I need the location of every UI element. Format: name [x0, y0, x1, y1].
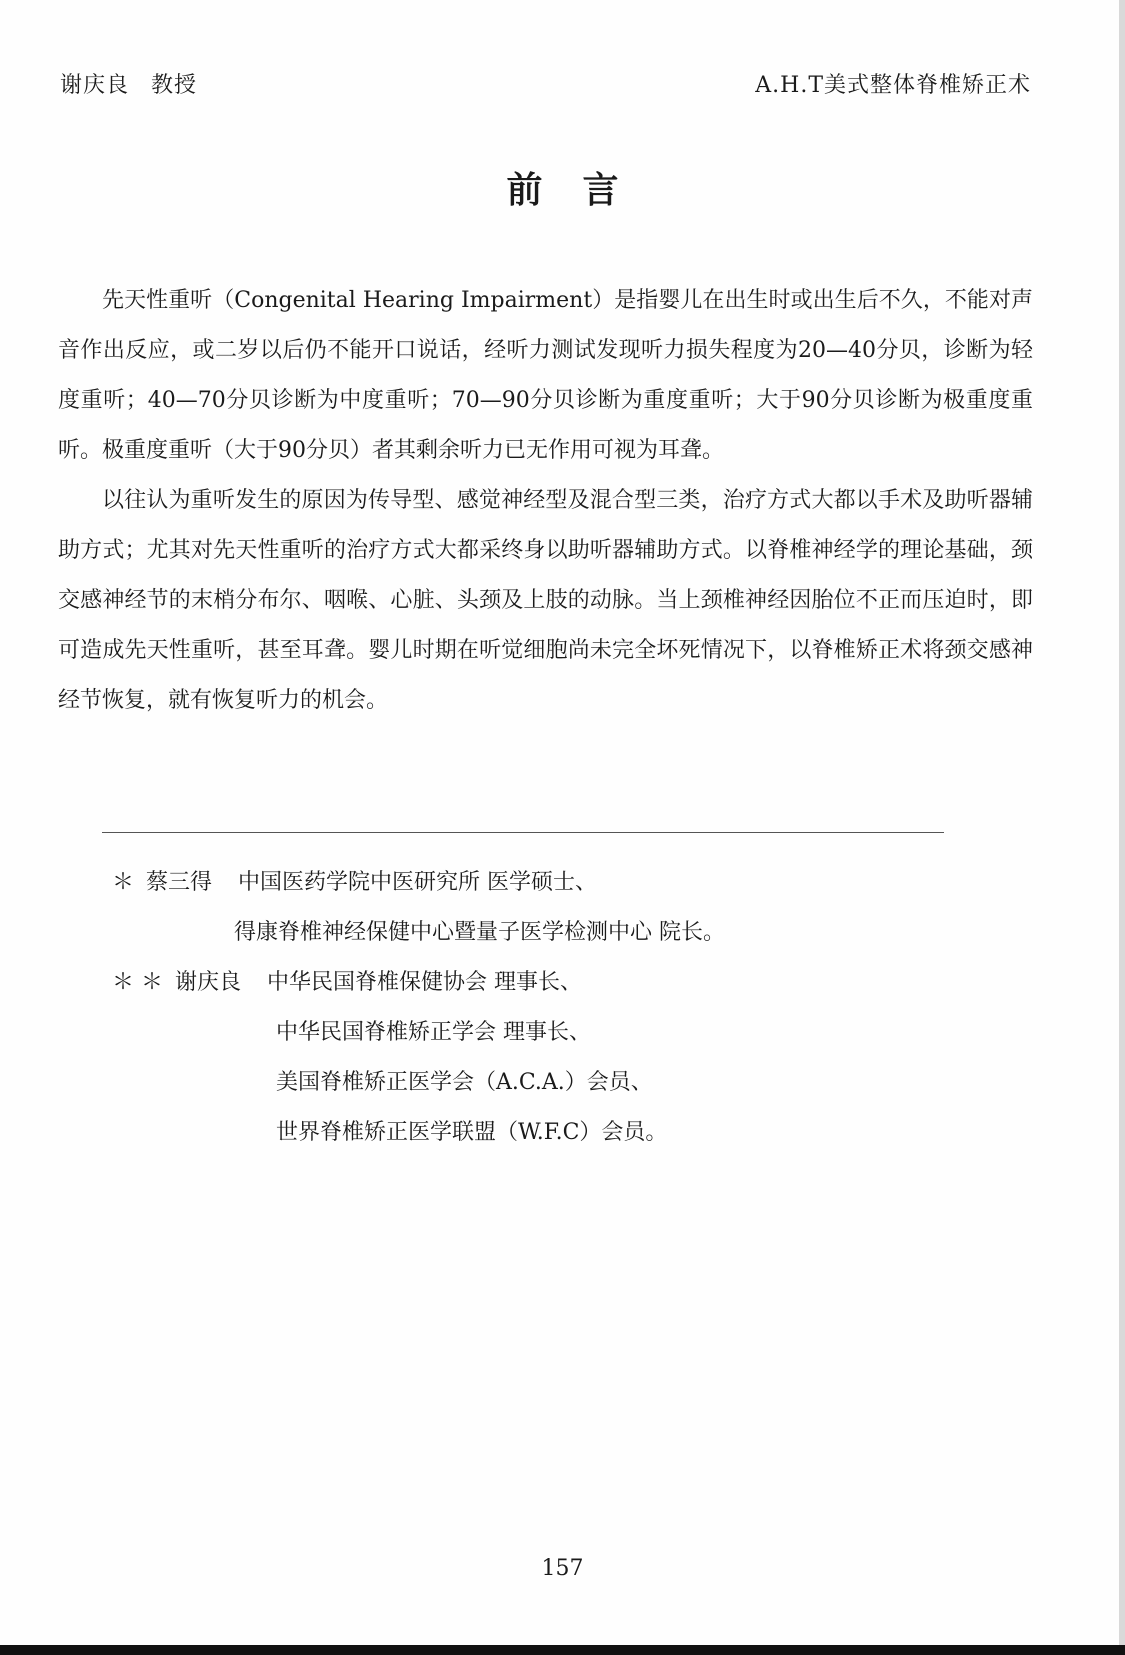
footnote-2-name: 谢庆良 — [175, 970, 242, 995]
footnote-1-name: 蔡三得 — [146, 870, 213, 895]
scan-bottom-border — [0, 1645, 1125, 1655]
header-author-role: 教授 — [151, 73, 198, 98]
section-title: 前言 — [506, 169, 659, 211]
header-author-name: 谢庆良 — [60, 73, 130, 98]
footnote-2-line-3: 美国脊椎矫正医学会（A.C.A.）会员、 — [276, 1070, 653, 1095]
footnote-1-line-2: 得康脊椎神经保健中心暨量子医学检测中心 院长。 — [234, 920, 725, 945]
running-header-author — [60, 68, 197, 99]
scan-edge-shadow — [1119, 0, 1125, 1655]
footnote-2-mark: ＊ ＊ — [112, 970, 163, 995]
footnote-1-line-1: 中国医药学院中医研究所 医学硕士、 — [238, 870, 598, 895]
footnote-1-first-line — [112, 858, 597, 908]
paragraph-2: 以往认为重听发生的原因为传导型、感觉神经型及混合型三类，治疗方式大都以手术及助听器辅助方式；尤其对先天性重听的治疗方式大都采终身以助听器辅助方式。以脊椎神经学的理论基础，颈交感神经节的末梢分布尔、咽喉、心脏、头颈及上肢的动脉。当上颈椎神经因胎位不正而压迫时，即可造成先天性重听，甚至耳聋。婴儿时期在听觉细胞尚未完全坏死情况下，以脊椎矫正术将颈交感神经节恢复，就有恢复听力的机会。 — [58, 488, 1033, 713]
footnote-1-mark: ＊ — [112, 870, 135, 895]
footnote-2-line-1: 中华民国脊椎保健协会 理事长、 — [267, 970, 583, 995]
running-header-book-title: A.H.T美式整体脊椎矫正术 — [755, 73, 1031, 98]
footnote-divider — [102, 832, 944, 833]
body-text — [58, 276, 1033, 726]
page-number: 157 — [541, 1556, 584, 1581]
paragraph-1: 先天性重听（Congenital Hearing Impairment）是指婴儿在出生时或出生后不久，不能对声音作出反应，或二岁以后仍不能开口说话，经听力测试发现听力损失程度为20—40分贝，诊断为轻度重听；40—70分贝诊断为中度重听；70—90分贝诊断为重度重听；大于90分贝诊断为极重度重听。极重度重听（大于90分贝）者其剩余听力已无作用可视为耳聋。 — [58, 288, 1033, 463]
footnote-2-first-line — [112, 958, 582, 1008]
footnote-2-line-2: 中华民国脊椎矫正学会 理事长、 — [276, 1020, 591, 1045]
footnote-2-line-4: 世界脊椎矫正医学联盟（W.F.C）会员。 — [276, 1120, 668, 1145]
